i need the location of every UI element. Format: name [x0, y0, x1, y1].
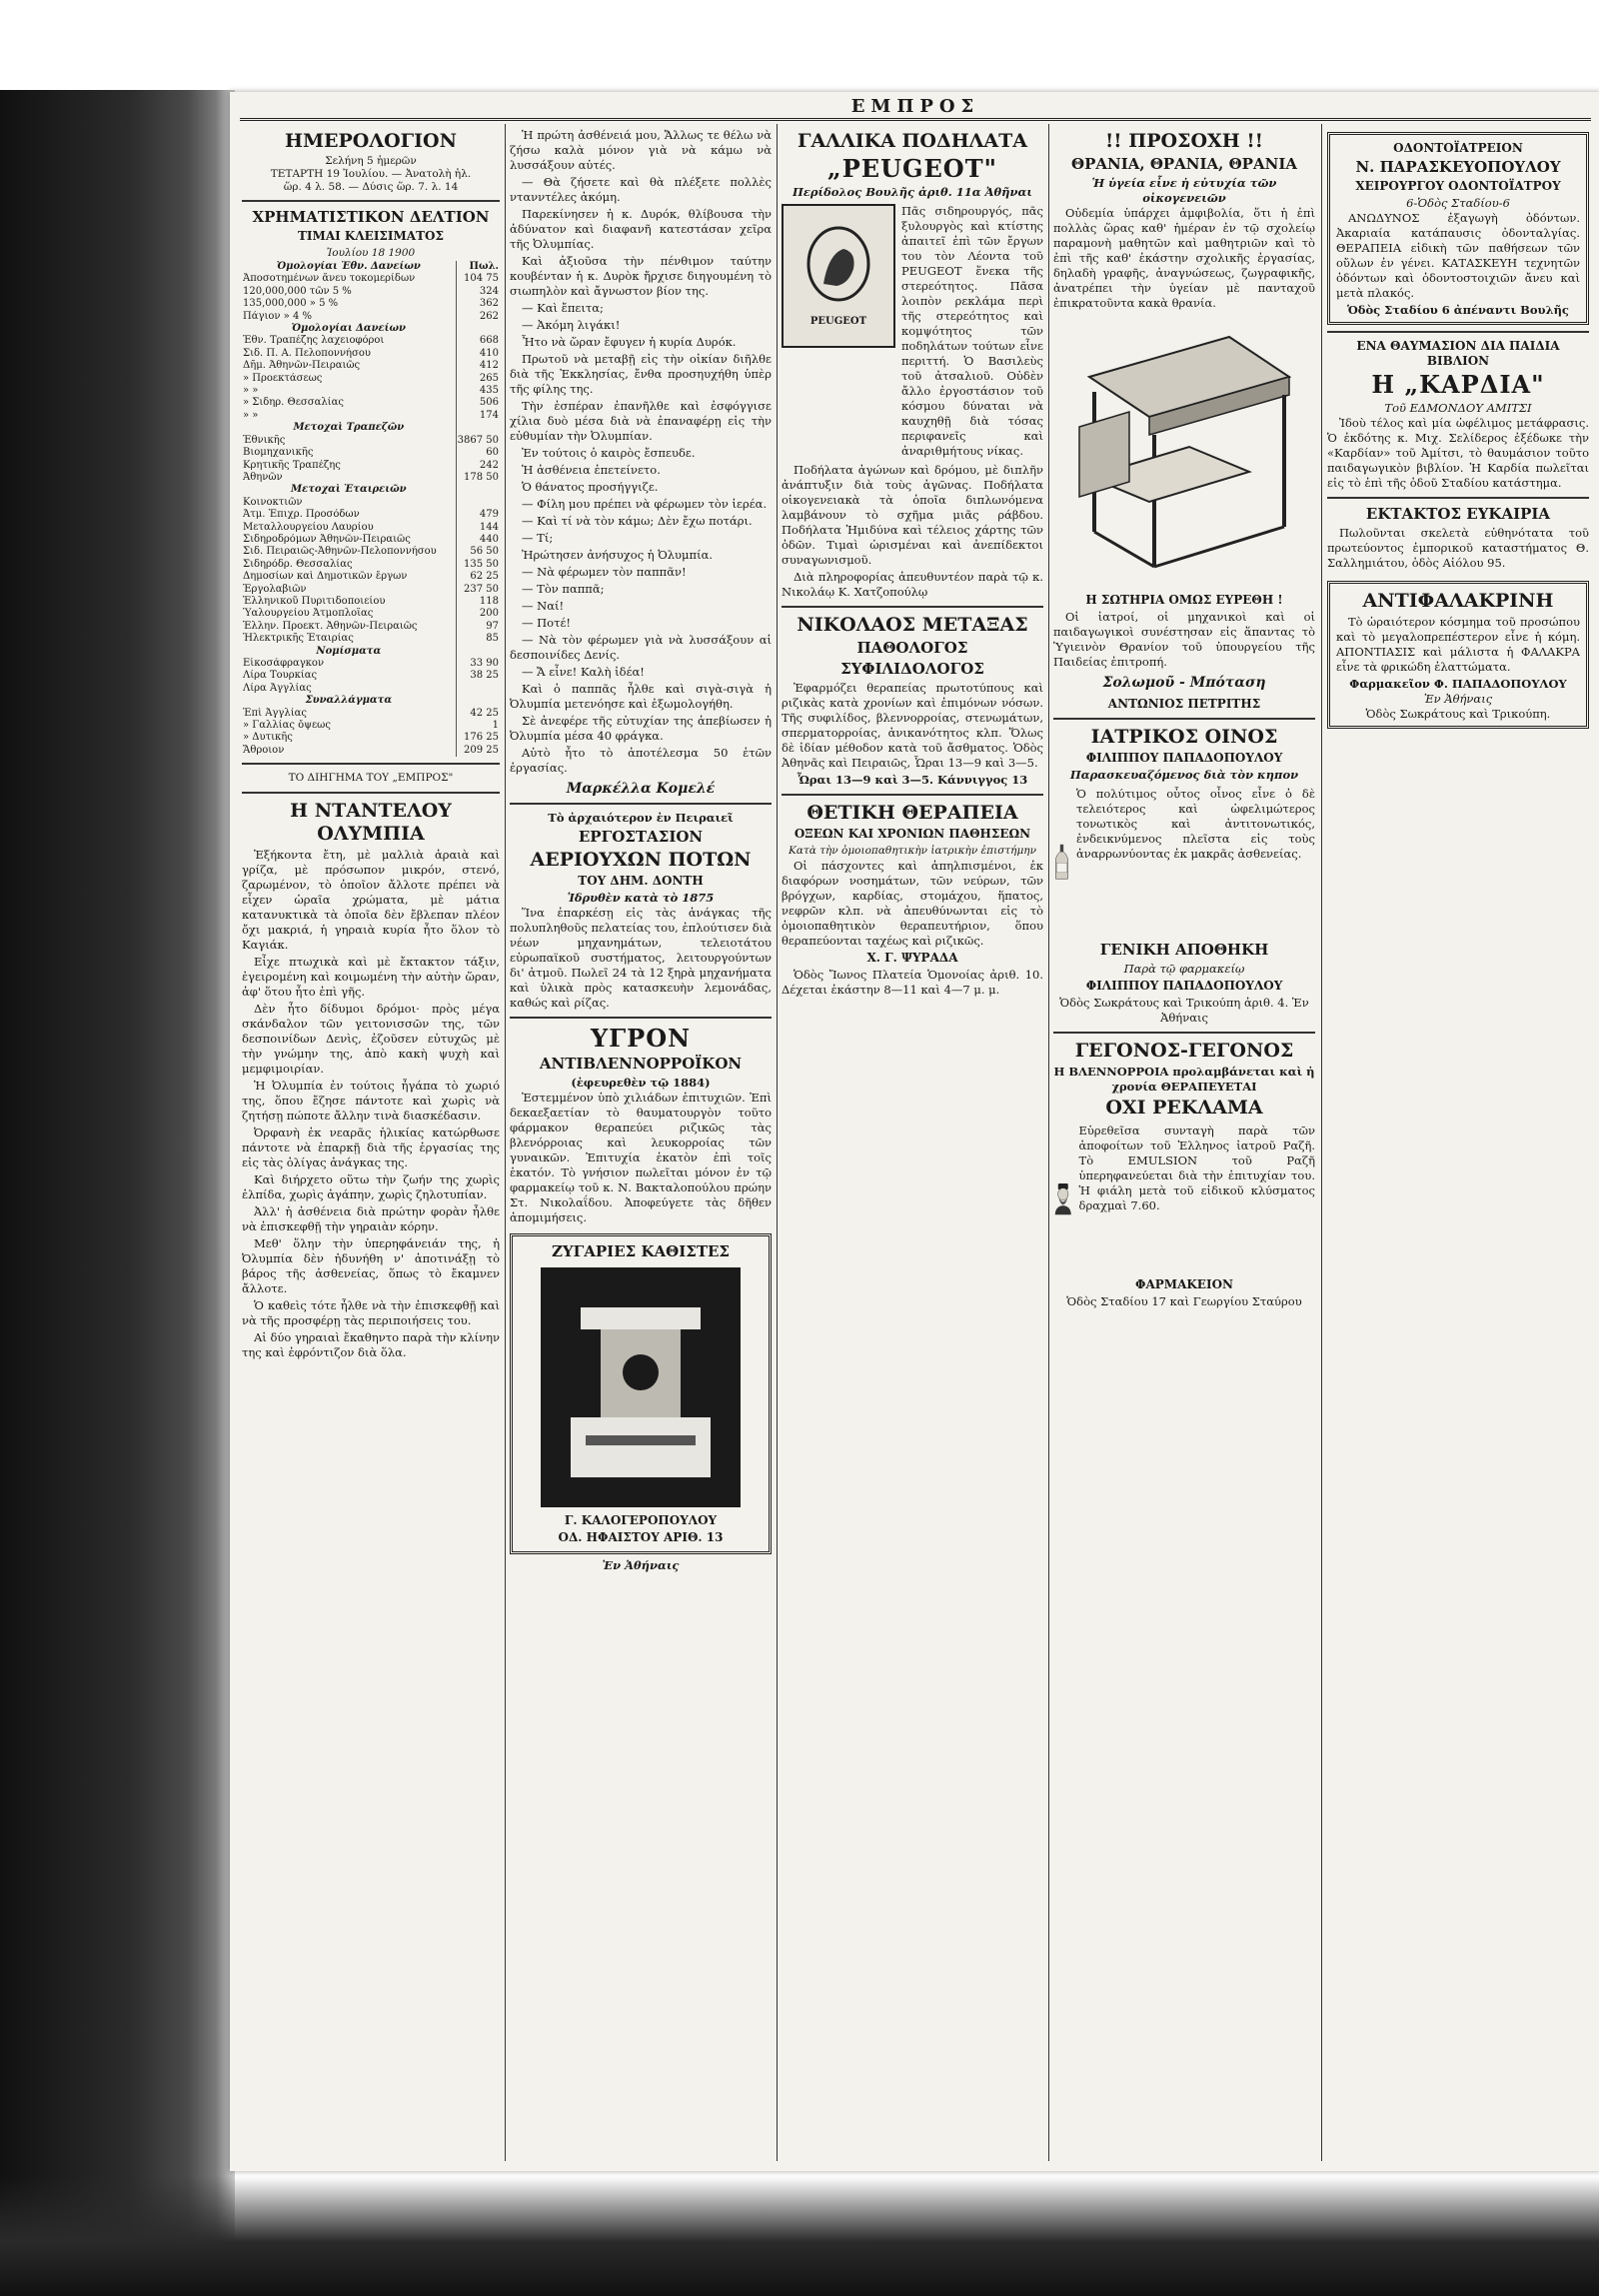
- ad-title: ΟΔΟΝΤΟΪΑΤΡΕΙΟΝ: [1393, 141, 1523, 155]
- ad-address: 6-Ὁδὸς Σταδίου-6: [1406, 196, 1510, 210]
- table-cell-name: Λίρα Ἀγγλίας: [243, 682, 312, 694]
- story-paragraph: Πρωτοῦ νὰ μεταβῇ εἰς τὴν οἰκίαν διῆλθε διὰ τῆς Ἐκκλησίας, ἔνθα προσηυχήθη ὑπὲρ τῆς φίλης της.: [510, 352, 772, 396]
- book-author: Τοῦ ΕΔΜΟΝΔΟΥ ΑΜΙΤΣΙ: [1384, 401, 1532, 415]
- ad-title: ΓΕΓΟΝΟΣ-ΓΕΓΟΝΟΣ: [1074, 1040, 1294, 1062]
- story-paragraph: Αὐτὸ ἦτο τὸ ἀποτέλεσμα 50 ἐτῶν ἐργασίας.: [510, 746, 772, 775]
- table-row: [242, 608, 500, 620]
- table-cell-name: Συναλλάγματα: [305, 695, 393, 707]
- table-row: [242, 646, 500, 658]
- column-3: [782, 128, 1043, 2161]
- story-title: Η ΝΤΑΝΤΕΛΟΥ ΟΛΥΜΠΙΑ: [290, 800, 452, 846]
- story-paragraph: Ἠρώτησεν ἀνήσυχος ἡ Ὀλυμπία.: [522, 548, 714, 562]
- table-cell-name: Σιδ. Πειραιῶς-Ἀθηνῶν-Πελοποννήσου: [243, 546, 437, 558]
- scan-shadow-bottom: [0, 2176, 1599, 2296]
- table-cell-name: Ἑλλην. Προεκτ. Ἀθηνῶν-Πειραιῶς: [243, 620, 418, 632]
- table-cell-name: Λίρα Τουρκίας: [243, 670, 318, 682]
- table-row: [242, 621, 500, 633]
- table-row: [242, 497, 500, 509]
- table-row: [242, 584, 500, 596]
- depot-address: Ὁδὸς Σωκράτους καὶ Τρικούπη ἀριθ. 4. Ἐν Ἀθήναις: [1059, 996, 1309, 1025]
- ad-sub: Κατὰ τὴν ὁμοιοπαθητικὴν ἰατρικὴν ἐπιστήμην: [789, 845, 1036, 857]
- table-cell-value: 176 25: [456, 732, 500, 744]
- table-row: [242, 472, 500, 484]
- calendar-lines: [242, 155, 500, 194]
- story-paragraph: — Ἄ εἶνε! Καλὴ ἰδέα!: [522, 665, 645, 679]
- ad-title: ΘΕΤΙΚΗ ΘΕΡΑΠΕΙΑ: [806, 802, 1018, 824]
- table-cell-name: Σιδ. Π. Α. Πελοποννήσου: [243, 347, 371, 359]
- story-paragraph: Ἐν τούτοις ὁ καιρὸς ἔσπευδε.: [522, 446, 696, 460]
- dentist-ad: [1327, 132, 1589, 325]
- table-cell-value: 174: [456, 410, 500, 422]
- hair-tonic-ad: [1327, 581, 1589, 729]
- table-cell-value: 42 25: [456, 708, 500, 720]
- column-rule: [777, 124, 778, 2161]
- newspaper-page: [230, 92, 1599, 2171]
- portrait-icon: [1053, 1124, 1073, 1273]
- table-cell-name: Ἀθηνῶν: [243, 471, 283, 483]
- story-paragraph: Παρεκίνησεν ἡ κ. Δυρόκ, θλίβουσα τὴν ἀδύνατον καὶ διαφανῆ κατεστάσαν χεῖρα τῆς Ὀλυμπίας.: [510, 207, 772, 251]
- ad-address: ΟΔ. ΗΦΑΙΣΤΟΥ ΑΡΙΘ. 13: [558, 1530, 724, 1544]
- table-row: [242, 658, 500, 670]
- table-cell-value: 412: [456, 360, 500, 372]
- table-row: [242, 447, 500, 459]
- exchange-table: [242, 261, 500, 757]
- depot-title: ΓΕΝΙΚΗ ΑΠΟΘΗΚΗ: [1099, 941, 1269, 959]
- ad-doctor: Χ. Γ. ΨΥΡΑΔΑ: [866, 951, 958, 965]
- table-cell-name: Ὁμολογίαι Δανείων: [291, 323, 406, 335]
- story-paragraph: Μεθ' ὅλην τὴν ὑπερηφάνειάν της, ἡ Ὀλυμπία δὲν ἠδυνήθη ν' ἀποτινάξῃ τὸ βάρος τῆς ἀσθενείας, ὅπως τὸ ἔκαμνεν ἄλλοτε.: [242, 1236, 500, 1296]
- exchange-title: ΧΡΗΜΑΤΙΣΤΙΚΟΝ ΔΕΛΤΙΟΝ: [252, 208, 490, 226]
- story-paragraph: Καὶ ἀξιοῦσα τὴν πένθιμον ταύτην κουβένταν ἡ κ. Δυρὸκ ἤρχισε διηγουμένη τὸ σιωπηλὸν καὶ ἄγνωστον βίον της.: [510, 254, 772, 298]
- table-cell-value: 362: [456, 298, 500, 310]
- divider: [242, 200, 500, 202]
- table-row: [242, 323, 500, 335]
- table-cell-name: Μετοχαὶ Τραπεζῶν: [293, 422, 405, 434]
- table-header-row: [242, 261, 500, 273]
- story-paragraph: Ἡ Ὀλυμπία ἐν τούτοις ἦγάπα τὸ χωριό της, ὅπου ἔζησε πάντοτε καὶ χωρὶς νὰ ζητήσῃ πώποτε ἄλλην τινὰ διασκέδασιν.: [242, 1079, 500, 1124]
- column-rule: [505, 124, 506, 2161]
- table-row: [242, 559, 500, 571]
- razi-block: [1053, 1124, 1315, 1273]
- ad-caption: Η ΣΩΤΗΡΙΑ ΟΜΩΣ ΕΥΡΕΘΗ !: [1085, 593, 1283, 607]
- table-cell-name: Ἑλληνικοῦ Πυριτιδοποιείου: [243, 595, 386, 607]
- table-row: [242, 273, 500, 285]
- table-cell-name: Εἰκοσάφραγκον: [243, 658, 325, 669]
- table-cell-value: 242: [456, 460, 500, 472]
- story-paragraph: — Ἀκόμη λιγάκι!: [522, 318, 621, 332]
- doctor-role: ΠΑΘΟΛΟΓΟΣ: [856, 639, 968, 657]
- lion-logo-icon: [782, 204, 895, 348]
- ad-text: Ποδήλατα ἀγώνων καὶ δρόμου, μὲ διπλῆν ἀνάπτυξιν διὰ τοὺς ἀγῶνας. Ποδήλατα οἰκογενειακὰ τὰ ὁποῖα διπλωνόμενα λαμβάνουν τὸ σχῆμα μιᾶς ράβδου. Ποδήλατα Ἡμιδύνα καὶ τέλειος χάρτης τῶν ὁδῶν. Τιμαὶ ὡρισμέναι καὶ ἀνεπίδεκτοι συναγωνισμοῦ.: [782, 463, 1043, 567]
- story-paragraph: Ἡ πρώτη ἀσθένειά μου, Ἄλλως τε θέλω νὰ ζήσω καλὰ μόνον γιὰ νὰ κάμω νὰ λυσσάξουν αὐτές.: [510, 128, 772, 172]
- table-cell-value: 237 50: [456, 584, 500, 596]
- table-cell-name: Κοινοκτιῶν: [243, 496, 303, 508]
- table-cell-value: 38 25: [456, 670, 500, 682]
- table-cell-name: Δῆμ. Ἀθηνῶν-Πειραιῶς: [243, 360, 361, 372]
- ad-title: ΑΕΡΙΟΥΧΩΝ ΠΟΤΩΝ: [530, 849, 752, 871]
- table-row: [242, 298, 500, 310]
- table-cell-value: 62 25: [456, 571, 500, 583]
- story-paragraph: — Ποτέ!: [522, 616, 572, 630]
- table-cell-name: » Σιδηρ. Θεσσαλίας: [243, 397, 344, 409]
- table-cell-value: 410: [456, 348, 500, 360]
- table-header-cell: Πωλ.: [456, 261, 500, 273]
- ad-address: Ὁδὸς Σωκράτους καὶ Τρικούπη.: [1365, 707, 1551, 721]
- table-row: [242, 410, 500, 422]
- table-cell-name: Ἠλεκτρικῆς Ἑταιρίας: [243, 633, 354, 645]
- table-cell-value: 324: [456, 286, 500, 298]
- table-row: [242, 633, 500, 645]
- ad-sub: ΧΕΙΡΟΥΡΓΟΥ ΟΔΟΝΤΟΪΑΤΡΟΥ: [1355, 179, 1561, 193]
- story-paragraph: Σὲ ἀνεφέρε τῆς εὐτυχίαν της ἀπεβίωσεν ἡ Ὀλυμπία μέσα 40 φράγκα.: [510, 714, 772, 743]
- exchange-footer: ΤΟ ΔΙΗΓΗΜΑ ΤΟΥ „ΕΜΠΡΟΣ": [288, 772, 454, 785]
- table-row: [242, 720, 500, 732]
- story-paragraph: — Τί;: [522, 531, 554, 545]
- wine-bottle-icon: [1053, 787, 1070, 937]
- doctor-name: ΝΙΚΟΛΑΟΣ ΜΕΤΑΞΑΣ: [797, 614, 1028, 636]
- table-cell-name: Ἐθνικῆς: [243, 434, 286, 446]
- divider: [782, 606, 1043, 608]
- logo-text: PEUGEOT: [809, 315, 867, 327]
- table-cell-value: [456, 323, 500, 335]
- divider: [1327, 497, 1589, 499]
- ad-title: ΕΝΑ ΘΑΥΜΑΣΙΟΝ ΔΙΑ ΠΑΙΔΙΑ ΒΙΒΛΙΟΝ: [1356, 339, 1560, 368]
- table-row: [242, 522, 500, 534]
- table-cell-value: 97: [456, 621, 500, 633]
- table-row: [242, 732, 500, 744]
- divider: [782, 794, 1043, 796]
- divider: [242, 763, 500, 765]
- calendar-title: ΗΜΕΡΟΛΟΓΙΟΝ: [285, 130, 457, 152]
- depot-name: ΦΙΛΙΠΠΟΥ ΠΑΠΑΔΟΠΟΥΛΟΥ: [1085, 979, 1283, 993]
- calendar-line: ὥρ. 4 λ. 58. — Δύσις ὥρ. 7. λ. 14: [283, 181, 459, 193]
- table-row: [242, 397, 500, 409]
- divider: [510, 803, 772, 805]
- ad-title: ΓΑΛΛΙΚΑ ΠΟΔΗΛΑΤΑ: [797, 130, 1028, 152]
- peugeot-block: [782, 204, 1043, 459]
- table-row: [242, 670, 500, 682]
- table-row: [242, 695, 500, 707]
- table-cell-value: 262: [456, 311, 500, 323]
- table-cell-name: » »: [243, 385, 259, 397]
- ad-text: Οἱ ἰατροί, οἱ μηχανικοὶ καὶ οἱ παιδαγωγικοὶ συνέστησαν εἰς ἅπαντας τὸ Ὑγιεινὸν Θρανίον τοῦ ὑπουργείου τῆς Παιδείας ἐπιτροπή.: [1053, 610, 1315, 669]
- ad-text: Οὐδεμία ὑπάρχει ἀμφιβολία, ὅτι ἡ ἐπὶ πολλὰς ὥρας καθ' ἡμέραν ἐν τῷ σχολείῳ παραμονὴ μαθητῶν καὶ μαθητριῶν καὶ τὸ ἐπὶ τῆς καθ' ἑκάστην σχολικῆς ἐργασίας, δηλαδὴ γραφῆς, ἀναγνώσεως, ζωγραφικῆς, ἀνατρέπει τὴν ὑγείαν μὲ πανταχοῦ ἐπικρατοῦντα κακὰ θρανία.: [1053, 206, 1315, 310]
- ad-title: Ν. ΠΑΡΑΣΚΕΥΟΠΟΥΛΟΥ: [1355, 158, 1561, 176]
- ad-title: ΙΑΤΡΙΚΟΣ ΟΙΝΟΣ: [1090, 726, 1278, 748]
- ad-sub: (ἐφευρεθὲν τῷ 1884): [571, 1076, 711, 1090]
- calendar-line: ΤΕΤΑΡΤΗ 19 Ἰουλίου. — Ἀνατολὴ ἡλ.: [270, 168, 472, 180]
- scales-illustration-icon: [541, 1267, 741, 1507]
- column-rule: [1048, 124, 1049, 2161]
- divider: [242, 792, 500, 794]
- story-paragraph: — Τὸν παππᾶ;: [522, 582, 605, 596]
- story-paragraph: Δὲν ἦτο δίδυμοι δρόμοι· πρὸς μέγα σκάνδαλον τῶν γειτονισσῶν της, τῶν δεσποινίδων Δενὶς, ἐζοῦσεν εὐτυχῶς μὲ τὴν γνώμην της, ἀπὸ κακὴ ψυχὴ καὶ μεμφιμοιρίαν.: [242, 1002, 500, 1077]
- divider: [1053, 1032, 1315, 1034]
- table-cell-name: Πάγιον » 4 %: [243, 310, 312, 322]
- table-cell-name: Ἄθροιον: [243, 744, 285, 756]
- story-body: [242, 848, 500, 1360]
- story-paragraph: Ἀλλ' ἡ ἀσθένεια διὰ πρώτην φορὰν ἦλθε νὰ ἐπισκεφθῇ τὴν γηραιὰν κόρην.: [242, 1204, 500, 1234]
- table-cell-name: » Προεκτάσεως: [243, 372, 323, 384]
- ad-text: ΑΝΩΔΥΝΟΣ ἐξαγωγὴ ὀδόντων. Ἀκαριαία κατάπαυσις ὀδονταλγίας. ΘΕΡΑΠΕΙΑ εἰδικὴ τῶν παθήσεων τῶν οὔλων ἐν γένει. ΚΑΤΑΣΚΕΥΗ τεχνητῶν ὀδόντων καὶ ὀδοντοστοιχιῶν ἄνευ καὶ μετὰ πλακός.: [1336, 211, 1580, 300]
- table-cell-name: Μετοχαὶ Ἑταιρειῶν: [291, 484, 407, 496]
- ad-title: ΑΝΤΙΒΛΕΝΝΟΡΡΟΪΚΟΝ: [539, 1055, 743, 1073]
- column-5: [1327, 128, 1589, 2161]
- story-paragraph: Καὶ διήρχετο οὕτω τὴν ζωήν της χωρὶς ἐλπίδα, χωρὶς ἀγάπην, χωρὶς ζηλοτυπίαν.: [242, 1172, 500, 1202]
- table-row: [242, 596, 500, 608]
- ad-city: Ἐν Ἀθήναις: [602, 1558, 680, 1572]
- table-cell-value: 200: [456, 608, 500, 620]
- table-row: [242, 373, 500, 385]
- table-row: [242, 683, 500, 695]
- ad-text: Πᾶς σιδηρουργός, πᾶς ξυλουργὸς καὶ κτίστης ἀπαιτεῖ ἐπὶ τῶν ἔργων του τὸν Λέοντα τοῦ PEUGEOT ἕνεκα τῆς στερεότητος. Πᾶσα λοιπὸν ρεκλάμα περὶ τῆς στερεότητος καὶ κομψότητος τῶν ποδηλάτων τούτων εἶνε περιττή. Ὁ Βασιλεὺς τοῦ ἀτσαλιοῦ. Οὐδὲν ἄλλο ἐργοστάσιον τοῦ κόσμου δύναται νὰ καυχηθῇ διὰ τόσας περιφανεῖς καὶ ἀναριθμήτους νίκας.: [901, 204, 1043, 458]
- table-cell-value: 265: [456, 373, 500, 385]
- table-cell-value: 33 90: [456, 658, 500, 670]
- table-cell-name: Ἐθν. Τραπέζης λαχειοφόροι: [243, 335, 385, 347]
- ad-name: Γ. ΚΑΛΟΓΕΡΟΠΟΥΛΟΥ: [564, 1513, 718, 1527]
- table-row: [242, 460, 500, 472]
- ad-footer: Ὁδὸς Σταδίου 6 ἀπέναντι Βουλῆς: [1347, 303, 1569, 317]
- pharmacy-title: ΦΑΡΜΑΚΕΙΟΝ: [1135, 1277, 1233, 1291]
- table-cell-value: [456, 484, 500, 496]
- table-cell-name: » »: [243, 409, 259, 421]
- table-row: [242, 509, 500, 521]
- table-row: [242, 335, 500, 347]
- ad-sub: Ἡ ὑγεία εἶνε ἡ εὐτυχία τῶν οἰκογενειῶν: [1091, 176, 1277, 205]
- lion-icon: [799, 224, 878, 314]
- table-row: [242, 311, 500, 323]
- ad-title: ΕΚΤΑΚΤΟΣ ΕΥΚΑΙΡΙΑ: [1365, 505, 1551, 523]
- ad-title: !! ΠΡΟΣΟΧΗ !!: [1104, 130, 1264, 152]
- ad-founded: Ἱδρυθὲν κατὰ τὸ 1875: [567, 891, 715, 905]
- story-paragraph: — Καὶ ἔπειτα;: [522, 301, 604, 315]
- table-cell-value: [456, 422, 500, 434]
- ad-city: Ἐν Ἀθήναις: [1423, 692, 1493, 706]
- table-cell-name: Ἀτμ. Ἐπιχρ. Προσόδων: [243, 509, 360, 521]
- table-cell-value: 506: [456, 397, 500, 409]
- table-cell-name: 120,000,000 τῶν 5 %: [243, 285, 352, 297]
- story-paragraph: Ὁ καθεὶς τότε ἦλθε νὰ τὴν ἐπισκεφθῇ καὶ νὰ τῆς προσφέρῃ τὰς περιποιήσεις του.: [242, 1298, 500, 1328]
- ad-signature: ΑΝΤΩΝΙΟΣ ΠΕΤΡΙΤΗΣ: [1107, 697, 1261, 711]
- ad-sub: ΘΡΑΝΙΑ, ΘΡΑΝΙΑ, ΘΡΑΝΙΑ: [1071, 155, 1297, 173]
- doctor-role: ΣΥΦΙΛΙΔΟΛΟΓΟΣ: [840, 660, 984, 678]
- pharmacy-address: Ὁδὸς Σταδίου 17 καὶ Γεωργίου Σταύρου: [1066, 1294, 1302, 1308]
- table-row: [242, 435, 500, 447]
- story-paragraph: — Θὰ ζήσετε καὶ θὰ πλέξετε πολλὲς ντανντέλες ἀκόμη.: [510, 175, 772, 204]
- table-row: [242, 546, 500, 558]
- table-cell-name: » Γαλλίας ὄψεως: [243, 720, 331, 732]
- ad-text: Ἵνα ἐπαρκέσῃ εἰς τὰς ἀνάγκας τῆς πολυπληθοῦς πελατείας του, ἐπλούτισεν διὰ νέων μηχανημάτων, τελειοτάτου εὐρωπαϊκοῦ συστήματος, λειτουργούντων δι' ἀτμοῦ. Πωλεῖ 24 τὰ 12 ξηρὰ μηχανήματα καὶ ὑλικὰ πρὸς κατασκευὴν λεμονάδας, καθώς καὶ ρίζας.: [510, 906, 772, 1010]
- table-cell-value: 668: [456, 335, 500, 347]
- table-cell-value: 144: [456, 522, 500, 534]
- divider: [1327, 331, 1589, 333]
- table-row: [242, 745, 500, 757]
- table-cell-name: Μεταλλουργείου Λαυρίου: [243, 521, 374, 533]
- ad-title: ΥΓΡΟΝ: [590, 1024, 692, 1053]
- story-paragraph: Αἱ δύο γηραιαὶ ἔκαθηντο παρὰ τὴν κλίνην της καὶ ἐφρόντιζον διὰ ὅλα.: [242, 1330, 500, 1360]
- scales-ad: [510, 1233, 772, 1554]
- table-cell-name: 135,000,000 » 5 %: [243, 298, 339, 310]
- ad-title: ΑΝΤΙΦΑΛΑΚΡΙΝΗ: [1362, 590, 1554, 612]
- ad-text: Ἐφαρμόζει θεραπείας πρωτοτύπους καὶ ριζικὰς κατὰ χρονίων καὶ ἐπιμόνων νόσων. Τῆς συφιλίδος, βλεννορροίας, στενωμάτων, σπερματορροίας, ἀνικανότητος κλπ. Ὅλως δὲ ἰδίαν μέθοδον κατὰ τοῦ ἄσθματος. Ὁδὸς Ἀθηνᾶς καὶ Πειραιῶς, Ὧραι 13—9 καὶ 3—5.: [782, 681, 1043, 770]
- scan-shadow-left: [0, 90, 235, 2296]
- column-rule: [1321, 124, 1322, 2161]
- story-paragraph: Τὴν ἑσπέραν ἐπανῆλθε καὶ ἐσφόγγισε χίλια δυὸ μέσα διὰ νὰ ἐπαναφέρῃ εἰς τὴν εὐθυμίαν τὴν Ὀλυμπίαν.: [510, 399, 772, 443]
- table-cell-name: Ἐπὶ Ἀγγλίας: [243, 707, 307, 719]
- table-cell-value: 209 25: [456, 745, 500, 757]
- depot-at: Παρὰ τῷ φαρμακείῳ: [1123, 962, 1245, 976]
- table-cell-name: Νομίσματα: [316, 645, 382, 657]
- ad-sub: ΟΞΕΩΝ ΚΑΙ ΧΡΟΝΙΩΝ ΠΑΘΗΣΕΩΝ: [794, 827, 1031, 841]
- story-paragraph: Ὁ θάνατος προσήγγιζε.: [522, 480, 659, 494]
- ad-address: Ὁδὸς Ἴωνος Πλατεία Ὁμονοίας ἀριθ. 10. Δέχεται ἐκάστην 8—11 καὶ 4—7 μ. μ.: [782, 968, 1043, 997]
- ad-address: Περίδολος Βουλῆς ἀριθ. 11α Ἀθῆναι: [793, 185, 1032, 199]
- ad-agent: Διὰ πληροφορίας ἀπευθυντέον παρὰ τῷ κ. Νικολάῳ Κ. Χατζοπούλῳ: [782, 570, 1043, 599]
- ad-vendor: Φαρμακεῖον Φ. ΠΑΠΑΔΟΠΟΥΛΟΥ: [1349, 677, 1567, 691]
- table-cell-value: [456, 646, 500, 658]
- table-cell-value: 435: [456, 385, 500, 397]
- ad-text: Τὸ ὡραιότερον κόσμημα τοῦ προσώπου καὶ τὸ μεγαλοπρεπέστερον εἶνε ἡ κόμη. ΑΠΟΝΤΙΑΣΙΣ καὶ μάλιστα ἡ ΦΑΛΑΚΡΑ εἶνε τὰ φρικώδη ἐλαττώματα.: [1336, 615, 1580, 674]
- ad-signature: Σολωμοῦ - Μπόταση: [1102, 675, 1266, 691]
- table-cell-value: 60: [456, 447, 500, 459]
- table-cell-value: 3867 50: [457, 434, 499, 446]
- table-cell-name: Βιομηχανικῆς: [243, 447, 314, 459]
- story-paragraph: — Ναί!: [522, 599, 565, 613]
- table-cell-value: 479: [456, 509, 500, 521]
- ad-text: Ἰδοὺ τέλος καὶ μία ὠφέλιμος μετάφρασις. Ὁ ἐκδότης κ. Μιχ. Σελίδερος ἐξέδωκε τὴν «Καρδίαν» τοῦ Ἀμίτσι, τὸ θαυμάσιον τοῦτο παιδαγωγικὸν βιβλίον. Ἡ Καρδία πωλεῖται εἰς τὸ ἐπὶ τῆς ὁδοῦ Σταδίου κατάστημα.: [1327, 416, 1589, 490]
- table-row: [242, 360, 500, 372]
- masthead: ΕΜΠΡΟΣ: [850, 96, 980, 117]
- table-row: [242, 571, 500, 583]
- table-cell-name: Ὑαλουργείου Ἀτμοπλοΐας: [243, 608, 374, 620]
- story-paragraph: Ἦτο νὰ ὥραν ἔφυγεν ἡ κυρία Δυρόκ.: [522, 335, 737, 349]
- table-cell-value: 118: [456, 596, 500, 608]
- table-cell-value: [456, 683, 500, 695]
- column-2: [510, 128, 772, 2161]
- calendar-line: Σελήνη 5 ἡμερῶν: [325, 155, 417, 167]
- table-cell-value: [456, 497, 500, 509]
- ad-title: ΦΙΛΙΠΠΟΥ ΠΑΠΑΔΟΠΟΥΛΟΥ: [1085, 751, 1283, 765]
- table-cell-name: Σιδηρόδρ. Θεσσαλίας: [243, 558, 353, 570]
- table-cell-value: [456, 695, 500, 707]
- ad-owner: ΤΟΥ ΔΗΜ. ΔΟΝΤΗ: [578, 874, 704, 888]
- table-header-cell: Ὁμολογίαι Ἐθν. Δανείων: [276, 261, 421, 272]
- table-cell-name: Ἐργολαβιῶν: [243, 583, 307, 595]
- ad-text: Ὁ πολύτιμος οὗτος οἶνος εἶνε ὁ δὲ τελειότερος καὶ ὠφελιμώτερος τονωτικὸς καὶ ἀντιτονωτικός, ἐνδεικνύμενος πλεῖστα εἰς τοὺς ἀναρρωνύοντας ἐκ μακρᾶς ἀσθενείας.: [1075, 787, 1315, 861]
- story-paragraph: Εἶχε πτωχικὰ καὶ μὲ ἔκτακτον τάξιν, ἐγειρομένη καὶ κοιμωμένη τὴν αὐτὴν ὥραν, ἀφ' ὅτου ἦτο ἐπὶ γῆς.: [242, 955, 500, 1000]
- table-row: [242, 422, 500, 434]
- ad-text: Εὑρεθεῖσα συνταγὴ παρὰ τῶν ἀποφοίτων τοῦ Ἑλληνος ἰατροῦ Ραζῆ. Τὸ ΕMULSION τοῦ Ραζῆ ὑπερηφανεύεται διὰ τὴν ἐπιτυχίαν του. Ἡ φιάλη μετὰ τοῦ εἰδικοῦ κλύσματος δραχμαὶ 7.60.: [1078, 1124, 1315, 1212]
- ad-lead: Τὸ ἀρχαιότερον ἐν Πειραιεῖ: [548, 811, 734, 825]
- story-continuation: [510, 128, 772, 776]
- masthead-rule: [240, 118, 1591, 121]
- story-paragraph: Καὶ ὁ παππᾶς ἦλθε καὶ σιγὰ-σιγὰ ἡ Ὀλυμπία μετενόησε καὶ ἐξωμολογήθη.: [510, 682, 772, 711]
- exchange-date: Ἰουλίου 18 1900: [326, 247, 416, 259]
- ad-title: ΕΡΓΟΣΤΑΣΙΟΝ: [578, 828, 704, 846]
- book-title: Η „ΚΑΡΔΙΑ": [1371, 370, 1545, 399]
- column-4: [1053, 128, 1315, 2161]
- ad-sub: Παρασκευαζόμενος διὰ τὸν κηπον: [1069, 768, 1299, 782]
- table-cell-value: 104 75: [456, 273, 500, 285]
- wine-block: [1053, 787, 1315, 937]
- table-cell-name: » Δυτικῆς: [243, 732, 293, 744]
- ad-title: „PEUGEOT": [826, 154, 998, 183]
- table-row: [242, 348, 500, 360]
- story-paragraph: Ἐξήκοντα ἔτη, μὲ μαλλιὰ ἀραιὰ καὶ γρίζα, μὲ πρόσωπον μικρόν, στενό, ζαρωμένον, τὸ ὁποῖον ἄλλοτε πρέπει νὰ εἶχεν ὡραῖα χρώματα, μὲ μάτια κατανυκτικὰ τὰ ὁποῖα δὲν ἔβλεπαν πλέον ὄχι μακριά, ἡ γηραιὰ κυρία ἦτο ὅλον τὸ Καγιάκ.: [242, 848, 500, 953]
- divider: [1053, 718, 1315, 720]
- table-cell-value: 178 50: [456, 472, 500, 484]
- exchange-subtitle: ΤΙΜΑΙ ΚΛΕΙΣΙΜΑΤΟΣ: [298, 229, 444, 243]
- table-cell-value: 56 50: [456, 546, 500, 558]
- divider: [510, 1017, 772, 1019]
- story-paragraph: — Νὰ τὸν φέρωμεν γιὰ νὰ λυσσάξουν αἱ δεσποινίδες Δενίς.: [510, 633, 772, 662]
- story-paragraph: — Φίλη μου πρέπει νὰ φέρωμεν τὸν ἱερέα.: [522, 497, 768, 511]
- table-cell-value: 440: [456, 534, 500, 546]
- story-paragraph: Ὀρφανὴ ἐκ νεαρᾶς ἡλικίας κατώρθωσε πάντοτε νὰ ἐπαρκῇ διὰ τῆς ἐργασίας της εἰς τὰς ὀλίγας ἀνάγκας της.: [242, 1126, 500, 1170]
- story-paragraph: — Καὶ τί νὰ τὸν κάμω; Δὲν ἔχω ποτάρι.: [522, 514, 753, 528]
- ad-sub: Η ΒΛΕΝΝΟΡΡΟΙΑ προλαμβάνεται καὶ ἡ χρονία ΘΕΡΑΠΕΥΕΤΑΙ: [1053, 1065, 1315, 1094]
- table-cell-name: Δημοσίων καὶ Δημοτικῶν ἔργων: [243, 571, 408, 583]
- table-cell-value: 85: [456, 633, 500, 645]
- story-paragraph: — Νὰ φέρωμεν τὸν παππᾶν!: [522, 565, 687, 579]
- table-row: [242, 534, 500, 546]
- column-1: [242, 128, 500, 2161]
- table-row: [242, 286, 500, 298]
- ad-text: Πωλοῦνται σκελετὰ εὐθηνότατα τοῦ πρωτεύοντος ἐμπορικοῦ καταστήματος Θ. Σαλλημιάτου, ὁδὸς Αἰόλου 95.: [1327, 526, 1589, 570]
- table-cell-name: Σιδηροδρόμων Ἀθηνῶν-Πειραιῶς: [243, 533, 411, 545]
- story-signature: Μαρκέλλα Κομελέ: [566, 781, 716, 797]
- table-cell-name: Ἀποσοτημένων ἄνευ τοκομερίδων: [243, 273, 416, 285]
- table-row: [242, 484, 500, 496]
- table-cell-value: 1: [456, 720, 500, 732]
- doctor-hours: Ὧραι 13—9 καὶ 3—5. Κάννιγγος 13: [797, 773, 1028, 787]
- table-cell-value: 135 50: [456, 559, 500, 571]
- ad-title: ΖΥΓΑΡΙΕΣ ΚΑΘΙΣΤΕΣ: [551, 1242, 731, 1260]
- table-row: [242, 708, 500, 720]
- ad-text: Ἐστεμμένον ὑπὸ χιλιάδων ἐπιτυχιῶν. Ἐπὶ δεκαεξαετίαν τὸ θαυματουργὸν τοῦτο φάρμακον θεραπεύει ριζικῶς τὰς βλενόρροιας καὶ λευκορροίας τῶν γυναικῶν. Ἐπιτυχία ἑκατὸν ἐπὶ τοῖς ἑκατόν. Τὸ γνήσιον πωλεῖται μόνον ἐν τῷ φαρμακείῳ τοῦ κ. Ν. Βακταλοπούλου πρώην Στ. Νικολαΐδου. Ἀποφεύγετε τὰς δῆθεν ἀπομιμήσεις.: [510, 1091, 772, 1224]
- table-row: [242, 385, 500, 397]
- table-cell-name: Κρητικῆς Τραπέζης: [243, 459, 341, 471]
- ad-text: Οἱ πάσχοντες καὶ ἀπηλπισμένοι, ἐκ διαφόρων νοσημάτων, τῶν νεύρων, τῶν βρόγχων, καρδίας, στομάχου, ἥπατος, νεφρῶν κλπ. νὰ ἀπευθύνωνται εἰς τὸ ὁμοιοπαθητικὸν θεραπευτήριον, ὅπου θεραπεύονται ταχέως καὶ ριζικῶς.: [782, 859, 1043, 948]
- school-desk-illustration-icon: [1059, 317, 1309, 587]
- story-paragraph: Ἡ ἀσθένεια ἐπετείνετο.: [522, 463, 661, 477]
- ad-sub: ΟΧΙ ΡΕΚΛΑΜΑ: [1105, 1097, 1263, 1119]
